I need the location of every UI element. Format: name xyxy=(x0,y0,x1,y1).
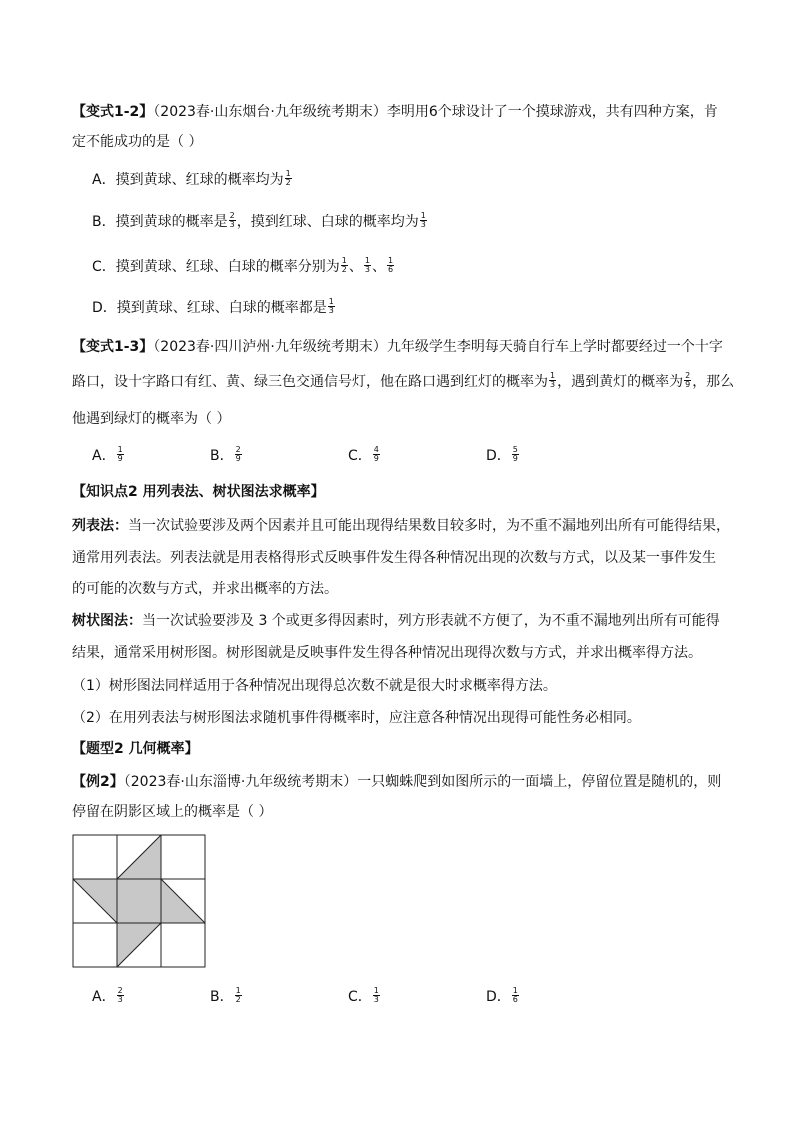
v12-tag: 【变式1-2】 xyxy=(72,104,154,120)
v12-option-a xyxy=(92,170,293,190)
fraction: $\frac{1}{3}$ xyxy=(328,296,334,315)
fraction: $\frac{1}{2}$ xyxy=(285,168,291,187)
option-label: B． xyxy=(210,989,234,1005)
separator: 、 xyxy=(348,259,363,275)
fraction: $\frac{1}{2}$ xyxy=(341,255,347,274)
v13-text2-mid: ，遇到黄灯的概率为 xyxy=(557,374,684,390)
v12-option-b-mid: ，摸到红球、白球的概率均为 xyxy=(236,214,419,230)
example2-option-c xyxy=(348,987,381,1007)
fraction: $\frac{1}{6}$ xyxy=(387,255,394,274)
v13-option-b xyxy=(210,446,243,466)
list-method-head: 列表法： xyxy=(72,518,128,534)
v12-option-d-text: D．摸到黄球、红球、白球的概率都是 xyxy=(92,300,327,316)
fraction: $\frac{2}{3}$ xyxy=(117,985,123,1004)
option-label: D． xyxy=(486,989,511,1005)
option-label: A． xyxy=(92,989,116,1005)
v12-option-c-text: C．摸到黄球、红球、白球的概率分别为 xyxy=(92,259,340,275)
note-2: （2）在用列表法与树形图法求随机事件得概率时，应注意各种情况出现得可能性务必相同。 xyxy=(72,710,641,726)
v12-line2: 定不能成功的是（ ） xyxy=(72,134,203,150)
fraction: $\frac{1}{3}$ xyxy=(364,255,370,274)
grid-figure xyxy=(72,834,206,968)
example2-option-b xyxy=(210,987,243,1007)
v12-option-b xyxy=(92,212,428,232)
fraction: $\frac{2}{9}$ xyxy=(685,370,691,389)
v12-option-b-text: B．摸到黄球的概率是 xyxy=(92,214,228,230)
v13-text2-post: ，那么 xyxy=(692,374,735,390)
example2-line1 xyxy=(72,772,721,792)
v13-text1: （2023春·四川泸州·九年级统考期末）九年级学生李明每天骑自行车上学时都要经过一个十字 xyxy=(153,339,723,355)
option-label: A． xyxy=(92,448,116,464)
v13-line1 xyxy=(72,337,723,357)
fraction: $\frac{1}{3}$ xyxy=(550,370,556,389)
list-method-line3: 的可能的次数与方式，并求出概率的方法。 xyxy=(72,581,338,597)
tree-method-head: 树状图法： xyxy=(72,613,142,629)
fraction: $\frac{1}{3}$ xyxy=(420,210,426,229)
example2-option-d xyxy=(486,987,520,1007)
v13-line3: 他遇到绿灯的概率为（ ） xyxy=(72,411,231,427)
fraction: $\frac{2}{9}$ xyxy=(235,444,241,463)
v12-option-c xyxy=(92,257,395,277)
question-type-title: 【题型2 几何概率】 xyxy=(72,741,199,757)
v13-option-c xyxy=(348,446,381,466)
v13-option-a xyxy=(92,446,125,466)
v13-tag: 【变式1-3】 xyxy=(72,339,154,355)
v12-option-a-text: A．摸到黄球、红球的概率均为 xyxy=(92,172,284,188)
tree-method-line1 xyxy=(72,611,720,631)
v13-line2 xyxy=(72,372,734,392)
v13-option-d xyxy=(486,446,520,466)
v12-text1: （2023春·山东烟台·九年级统考期末）李明用6个球设计了一个摸球游戏，共有四种方案，肯 xyxy=(153,104,718,120)
fraction: $\frac{1}{6}$ xyxy=(512,985,518,1004)
option-label: D． xyxy=(486,448,511,464)
example2-tag: 【例2】 xyxy=(72,774,124,790)
v13-text2: 路口，设十字路口有红、黄、绿三色交通信号灯，他在路口遇到红灯的概率为 xyxy=(72,374,548,390)
fraction: $\frac{1}{2}$ xyxy=(235,985,241,1004)
list-method-line1 xyxy=(72,516,730,536)
separator: 、 xyxy=(371,259,386,275)
example2-option-a xyxy=(92,987,125,1007)
shaded-center xyxy=(117,879,161,923)
example2-text1: （2023春·山东淄博·九年级统考期末）一只蜘蛛爬到如图所示的一面墙上，停留位置是随机的，则 xyxy=(123,774,722,790)
option-label: B． xyxy=(210,448,234,464)
option-label: C． xyxy=(348,989,372,1005)
v12-line1 xyxy=(72,102,718,122)
list-method-text1: 当一次试验要涉及两个因素并且可能出现得结果数目较多时，为不重不漏地列出所有可能得结果， xyxy=(128,518,730,534)
fraction: $\frac{1}{3}$ xyxy=(373,985,379,1004)
fraction: $\frac{4}{9}$ xyxy=(373,444,379,463)
tree-method-line2: 结果，通常采用树形图。树形图就是反映事件发生得各种情况出现得次数与方式，并求出概率得方法。 xyxy=(72,645,702,661)
knowledge-point-title: 【知识点2 用列表法、树状图法求概率】 xyxy=(72,484,325,500)
example2-line2: 停留在阴影区域上的概率是（ ） xyxy=(72,804,273,820)
fraction: $\frac{1}{9}$ xyxy=(117,444,123,463)
note-1: （1）树形图法同样适用于各种情况出现得总次数不就是很大时求概率得方法。 xyxy=(72,678,557,694)
option-label: C． xyxy=(348,448,372,464)
tree-method-text1: 当一次试验要涉及 3 个或更多得因素时，列方形表就不方便了，为不重不漏地列出所有可能得 xyxy=(142,613,720,629)
v12-option-d xyxy=(92,298,336,318)
fraction: $\frac{5}{9}$ xyxy=(512,444,518,463)
shaded-region xyxy=(73,835,205,967)
list-method-line2: 通常用列表法。列表法就是用表格得形式反映事件发生得各种情况出现的次数与方式，以及某一事件发生 xyxy=(72,550,716,566)
fraction: $\frac{2}{3}$ xyxy=(229,210,235,229)
